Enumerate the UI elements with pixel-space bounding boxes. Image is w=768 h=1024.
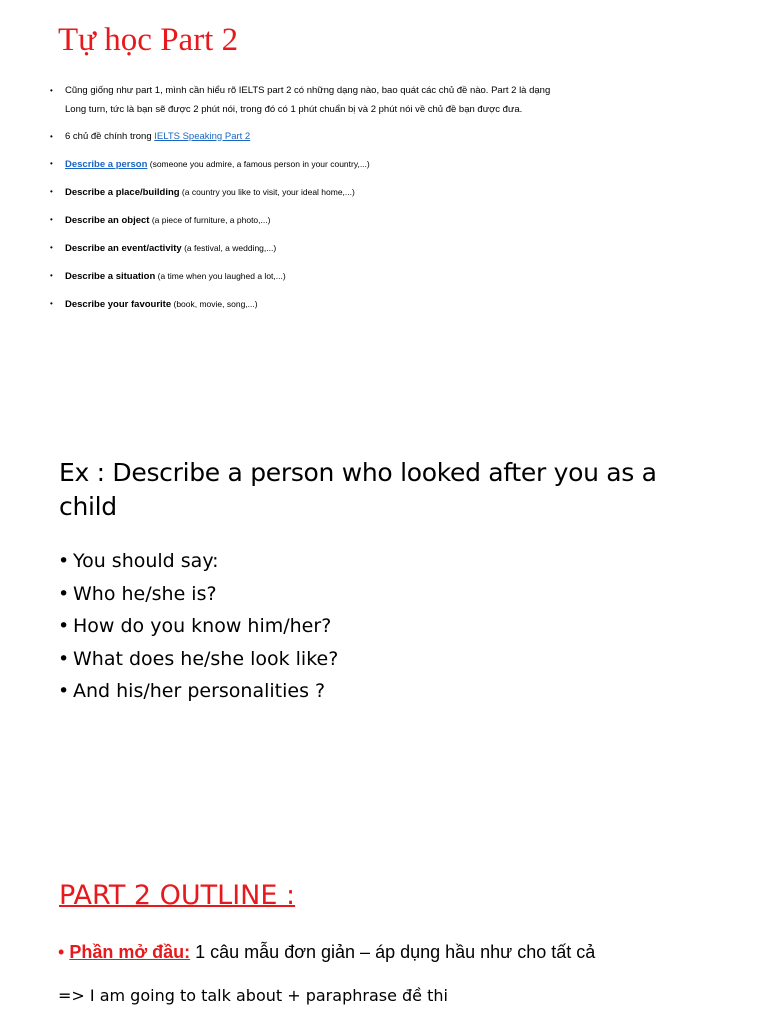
- topic-person-link[interactable]: Describe a person: [65, 158, 148, 170]
- topic-detail: (a festival, a wedding,...): [181, 242, 277, 253]
- topics-prefix: 6 chủ đề chính trong: [65, 130, 155, 142]
- topic-detail: (someone you admire, a famous person in your country,...): [147, 158, 370, 169]
- outline-intro-line: [58, 942, 595, 963]
- topic-label: Describe an event/activity: [65, 242, 182, 254]
- topic-label: Describe an object: [65, 214, 150, 226]
- outline-bullet: •: [58, 942, 65, 962]
- list-item: • What does he/she look like?: [58, 643, 338, 676]
- list-item: • And his/her personalities ?: [58, 675, 338, 708]
- topic-detail: (book, movie, song,...): [171, 298, 258, 309]
- intro-list: [50, 82, 570, 323]
- topic-item-person: [50, 155, 570, 175]
- topic-detail: (a time when you laughed a lot,...): [155, 270, 286, 281]
- ielts-speaking-link[interactable]: IELTS Speaking Part 2: [154, 130, 251, 142]
- list-item: • You should say:: [58, 545, 338, 578]
- outline-intro-label: Phần mở đầu:: [69, 942, 191, 962]
- topic-item-place: [50, 183, 570, 203]
- outline-intro-text: 1 câu mẫu đơn giản – áp dụng hầu như cho tất cả: [190, 942, 596, 962]
- intro-paragraph: • Cũng giống như part 1, mình cần hiểu rõ IELTS part 2 có những dạng nào, bao quát các chủ đề nào. Part 2 là dạng Long turn, tức là bạn sẽ được 2 phút nói, trong đó có 1 phút chuẩn bị và 2 phút nói về chủ đề bạn được đưa.: [50, 82, 570, 119]
- topic-item-situation: [50, 267, 570, 287]
- paraphrase-line: => I am going to talk about + paraphrase đề thi: [58, 986, 448, 1005]
- topics-intro: [50, 128, 570, 147]
- list-item: • How do you know him/her?: [58, 610, 338, 643]
- example-title: Ex : Describe a person who looked after you as a child: [59, 458, 657, 521]
- topic-detail: (a piece of furniture, a photo,...): [149, 214, 271, 225]
- topic-item-event: [50, 239, 570, 259]
- list-item: • Who he/she is?: [58, 578, 338, 611]
- topic-label: Describe your favourite: [65, 298, 172, 310]
- topic-item-favourite: [50, 295, 570, 315]
- example-points-list: [58, 545, 338, 708]
- topic-label: Describe a situation: [65, 270, 156, 282]
- topic-detail: (a country you like to visit, your ideal home,...): [179, 186, 355, 197]
- topic-label: Describe a place/building: [65, 186, 180, 198]
- page-title: Tự học Part 2: [58, 22, 239, 58]
- outline-title: PART 2 OUTLINE :: [59, 880, 296, 911]
- topic-item-object: [50, 211, 570, 231]
